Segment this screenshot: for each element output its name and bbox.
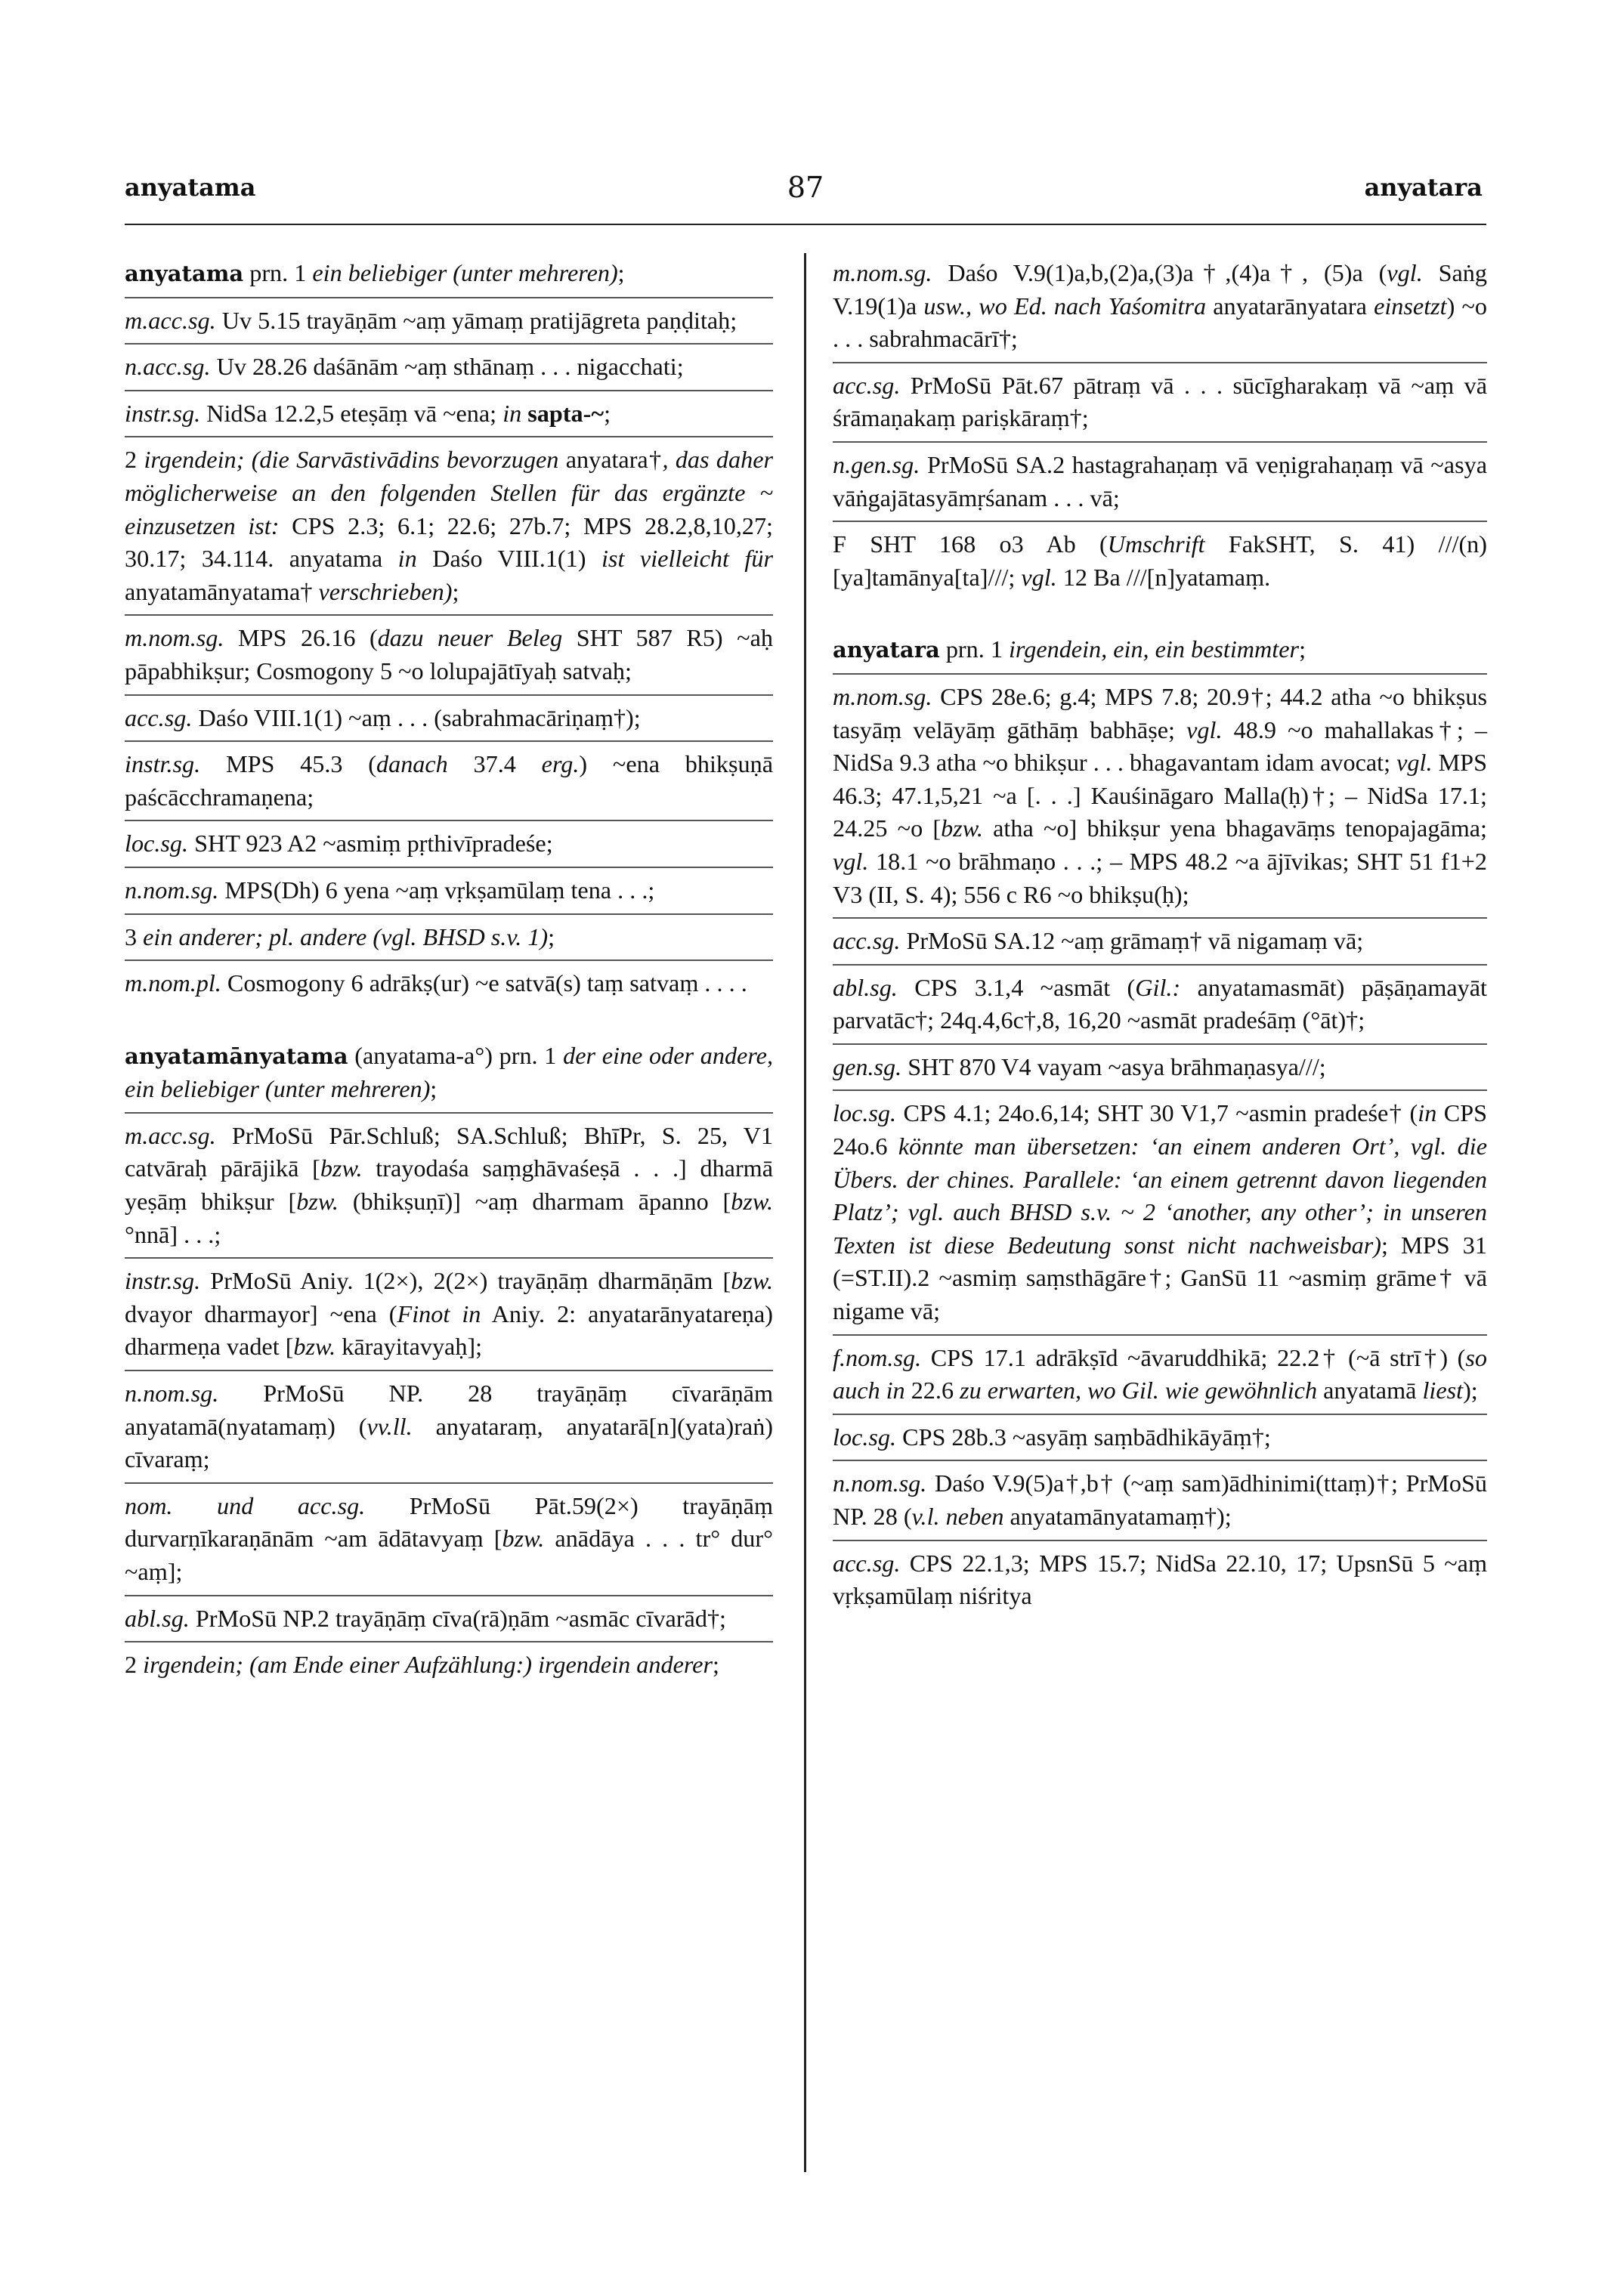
entry-paragraph: loc.sg. CPS 28b.3 ~asyāṃ saṃbādhikāyāṃ†; (833, 1423, 1271, 1451)
entry-block (125, 921, 773, 962)
entry-paragraph: gen.sg. SHT 870 V4 vayam ~asya brāhmaṇasya///; (833, 1052, 1326, 1080)
entry-block (125, 1040, 773, 1114)
entry-block (833, 449, 1487, 522)
entry-paragraph: n.nom.sg. MPS(Dh) 6 yena ~aṃ vṛkṣamūlaṃ tena . . .; (125, 876, 655, 904)
entry-paragraph: n.nom.sg. PrMoSū NP. 28 trayāṇāṃ cīvarāṇām anyatamā(nyatamaṃ) (vv.ll. anyataraṃ, anyatarā[n](yata)raṅ) cīvaraṃ; (125, 1380, 774, 1473)
entry-paragraph: loc.sg. CPS 4.1; 24o.6,14; SHT 30 V1,7 ~asmin pradeśe† (in CPS 24o.6 könnte man übersetzen: ‘an einem anderen Ort’, vgl. die Übers. der chines. Parallele: ‘an einem getrennt davon liegenden Platz’; vgl. auch BHSD s.v. ~ 2 ‘another, any other’; in unseren Texten ist diese Bedeutung sonst nicht nachweisbar); MPS 31 (=ST.II).2 ~asmiṃ saṃsthāgāre†; GanSū 11 ~asmiṃ grāme† vā nigame vā; (833, 1099, 1487, 1325)
entry-block (833, 1467, 1487, 1540)
entry-paragraph: 2 irgendein; (am Ende einer Aufzählung:) irgendein anderer; (125, 1651, 719, 1679)
entry-paragraph: n.gen.sg. PrMoSū SA.2 hastagrahaṇaṃ vā veṇigrahaṇaṃ vā ~asya vāṅgajātasyāmṛśanam . . . vā; (833, 450, 1487, 511)
entry-paragraph: n.acc.sg. Uv 28.26 daśānām ~aṃ sthānaṃ . . . nigacchati; (125, 353, 684, 381)
entry-block (833, 1097, 1487, 1335)
entry-block (125, 967, 773, 1006)
entry-block (833, 633, 1487, 675)
entry-paragraph: acc.sg. CPS 22.1,3; MPS 15.7; NidSa 22.10, 17; UpsnSū 5 ~aṃ vṛkṣamūlaṃ niśritya (833, 1549, 1487, 1610)
entry-block (125, 827, 773, 868)
headword-paragraph: anyatara prn. 1 irgendein, ein, ein bestimmter; (833, 635, 1306, 663)
entry-paragraph: m.acc.sg. PrMoSū Pār.Schluß; SA.Schluß; BhīPr, S. 25, V1 catvāraḥ pārājikā [bzw. trayodaśa saṃghāvaśeṣā . . .] dharmā yeṣāṃ bhikṣur [bzw. (bhikṣuṇī)] ~aṃ dharmam āpanno [bzw. °nnā] . . .; (125, 1121, 774, 1248)
entry-block (125, 1265, 773, 1371)
entry-paragraph: m.nom.pl. Cosmogony 6 adrākṣ(ur) ~e satvā(s) taṃ satvaṃ . . . . (125, 969, 747, 997)
entry-block (833, 528, 1487, 600)
entry-paragraph: instr.sg. MPS 45.3 (danach 37.4 erg.) ~ena bhikṣuṇā paścācchramaṇena; (125, 750, 773, 811)
entry-paragraph: nom. und acc.sg. PrMoSū Pāt.59(2×) trayāṇāṃ durvarṇīkaraṇānām ~am ādātavyaṃ [bzw. anādāya . . . tr° dur° ~aṃ]; (125, 1491, 773, 1585)
entry-block (125, 257, 773, 298)
entry-block (125, 1649, 773, 1688)
entry-paragraph: m.nom.sg. CPS 28e.6; g.4; MPS 7.8; 20.9†; 44.2 atha ~o bhikṣus tasyāṃ velāyāṃ gāthāṃ babhāṣe; vgl. 48.9 ~o mahallakas†; – NidSa 9.3 atha ~o bhikṣur . . . bhagavantam idam avocat; vgl. MPS 46.3; 47.1,5,21 ~a [. . .] Kauśināgaro Malla(ḥ)†; – NidSa 17.1; 24.25 ~o [bzw. atha ~o] bhikṣur yena bhagavāṃs tenopajagāma; vgl. 18.1 ~o brāhmaṇo . . .; – MPS 48.2 ~a ājīvikas; SHT 51 f1+2 V3 (II, S. 4); 556 c R6 ~o bhikṣu(ḥ); (833, 682, 1488, 908)
entry-block (125, 874, 773, 915)
entry-block (125, 443, 773, 616)
entry-block (125, 622, 773, 695)
entry-block (125, 1490, 773, 1596)
entry-paragraph: m.acc.sg. Uv 5.15 trayāṇām ~aṃ yāmaṃ pratijāgreta paṇḍitaḥ; (125, 306, 737, 334)
column-divider (804, 253, 806, 2172)
entry-paragraph: instr.sg. PrMoSū Aniy. 1(2×), 2(2×) trayāṇāṃ dharmāṇām [bzw. dvayor dharmayor] ~ena (Finot in Aniy. 2: anyatarānyatareṇa) dharmeṇa vadet [bzw. kārayitavyaḥ]; (125, 1267, 773, 1361)
entry-paragraph: m.nom.sg. MPS 26.16 (dazu neuer Beleg SHT 587 R5) ~aḥ pāpabhikṣur; Cosmogony 5 ~o lolupajātīyaḥ satvaḥ; (125, 624, 773, 684)
entry-block (833, 1547, 1487, 1619)
entry-paragraph: m.nom.sg. Daśo V.9(1)a,b,(2)a,(3)a†,(4)a†, (5)a (vgl. Saṅg V.19(1)a usw., wo Ed. nach Yaśomitra anyatarānyatara einsetzt) ~o . . . sabrahmacārī†; (833, 259, 1488, 353)
entry-paragraph: loc.sg. SHT 923 A2 ~asmiṃ pṛthivīpradeśe; (125, 830, 553, 858)
entry-paragraph: acc.sg. Daśo VIII.1(1) ~aṃ . . . (sabrahmacāriṇaṃ†); (125, 703, 641, 731)
entry-block (833, 972, 1487, 1045)
entry-paragraph: f.nom.sg. CPS 17.1 adrākṣīd ~āvaruddhikā; 22.2† (~ā strī†) (so auch in 22.6 zu erwarten, wo Gil. wie gewöhnlich anyatamā liest); (833, 1343, 1487, 1404)
entry-paragraph: acc.sg. PrMoSū Pāt.67 pātraṃ vā . . . sūcīgharakaṃ vā ~aṃ vā śrāmaṇakaṃ pariṣkāraṃ†; (833, 371, 1487, 432)
entry-block (125, 748, 773, 821)
right-column (833, 257, 1487, 1625)
entry-paragraph: anyatama prn. 1 ein beliebiger (unter mehreren); (125, 259, 625, 286)
entry-paragraph: 2 irgendein; (die Sarvāstivādins bevorzugen anyatara†, das daher möglicherweise an den folgenden Stellen für das ergänzte ~ einzusetzen ist: CPS 2.3; 6.1; 22.6; 27b.7; MPS 28.2,8,10,27; 30.17; 34.114. anyatama in Daśo VIII.1(1) ist vielleicht für anyatamānyatama† verschrieben); (125, 446, 774, 605)
entry-block (125, 351, 773, 391)
entry-block (833, 1421, 1487, 1462)
entry-paragraph: abl.sg. PrMoSū NP.2 trayāṇāṃ cīva(rā)ṇām ~asmāc cīvarād†; (125, 1604, 726, 1632)
left-column (125, 257, 773, 1694)
entry-block (125, 1120, 773, 1259)
entry-paragraph: instr.sg. NidSa 12.2,5 eteṣāṃ vā ~ena; in sapta-~; (125, 399, 611, 427)
entry-paragraph: F SHT 168 o3 Ab (Umschrift FakSHT, S. 41) ///(n)[ya]tamānya[ta]///; vgl. 12 Ba ///[n]yatamaṃ. (833, 530, 1487, 591)
entry-block (833, 925, 1487, 966)
entry-block (125, 1377, 773, 1484)
header-rule (125, 224, 1486, 225)
entry-block (125, 702, 773, 743)
entry-block (833, 681, 1487, 919)
page-number: 87 (787, 171, 824, 204)
entry-paragraph: abl.sg. CPS 3.1,4 ~asmāt (Gil.: anyatamasmāt) pāṣāṇamayāt parvatāc†; 24q.4,6c†,8, 16,20 ~asmāt pradeśāṃ (°āt)†; (833, 973, 1488, 1034)
entry-block (125, 304, 773, 345)
entry-paragraph: 3 ein anderer; pl. andere (vgl. BHSD s.v. 1); (125, 922, 555, 950)
running-head-left: anyatama (125, 173, 256, 202)
entry-block (833, 369, 1487, 443)
entry-paragraph: acc.sg. PrMoSū SA.12 ~aṃ grāmaṃ† vā nigamaṃ vā; (833, 927, 1364, 955)
entry-block (125, 1602, 773, 1643)
entry-block (833, 257, 1487, 363)
entry-paragraph: n.nom.sg. Daśo V.9(5)a†,b† (~aṃ sam)ādhinimi(ttaṃ)†; PrMoSū NP. 28 (v.l. neben anyatamānyatamaṃ†); (833, 1469, 1487, 1530)
entry-block (833, 1051, 1487, 1092)
entry-block (833, 1342, 1487, 1415)
headword-paragraph: anyatamānyatama (anyatama-a°) prn. 1 der eine oder andere, ein beliebiger (unter mehreren); (125, 1041, 773, 1103)
entry-block (125, 397, 773, 438)
running-head-right: anyatara (1364, 173, 1483, 202)
